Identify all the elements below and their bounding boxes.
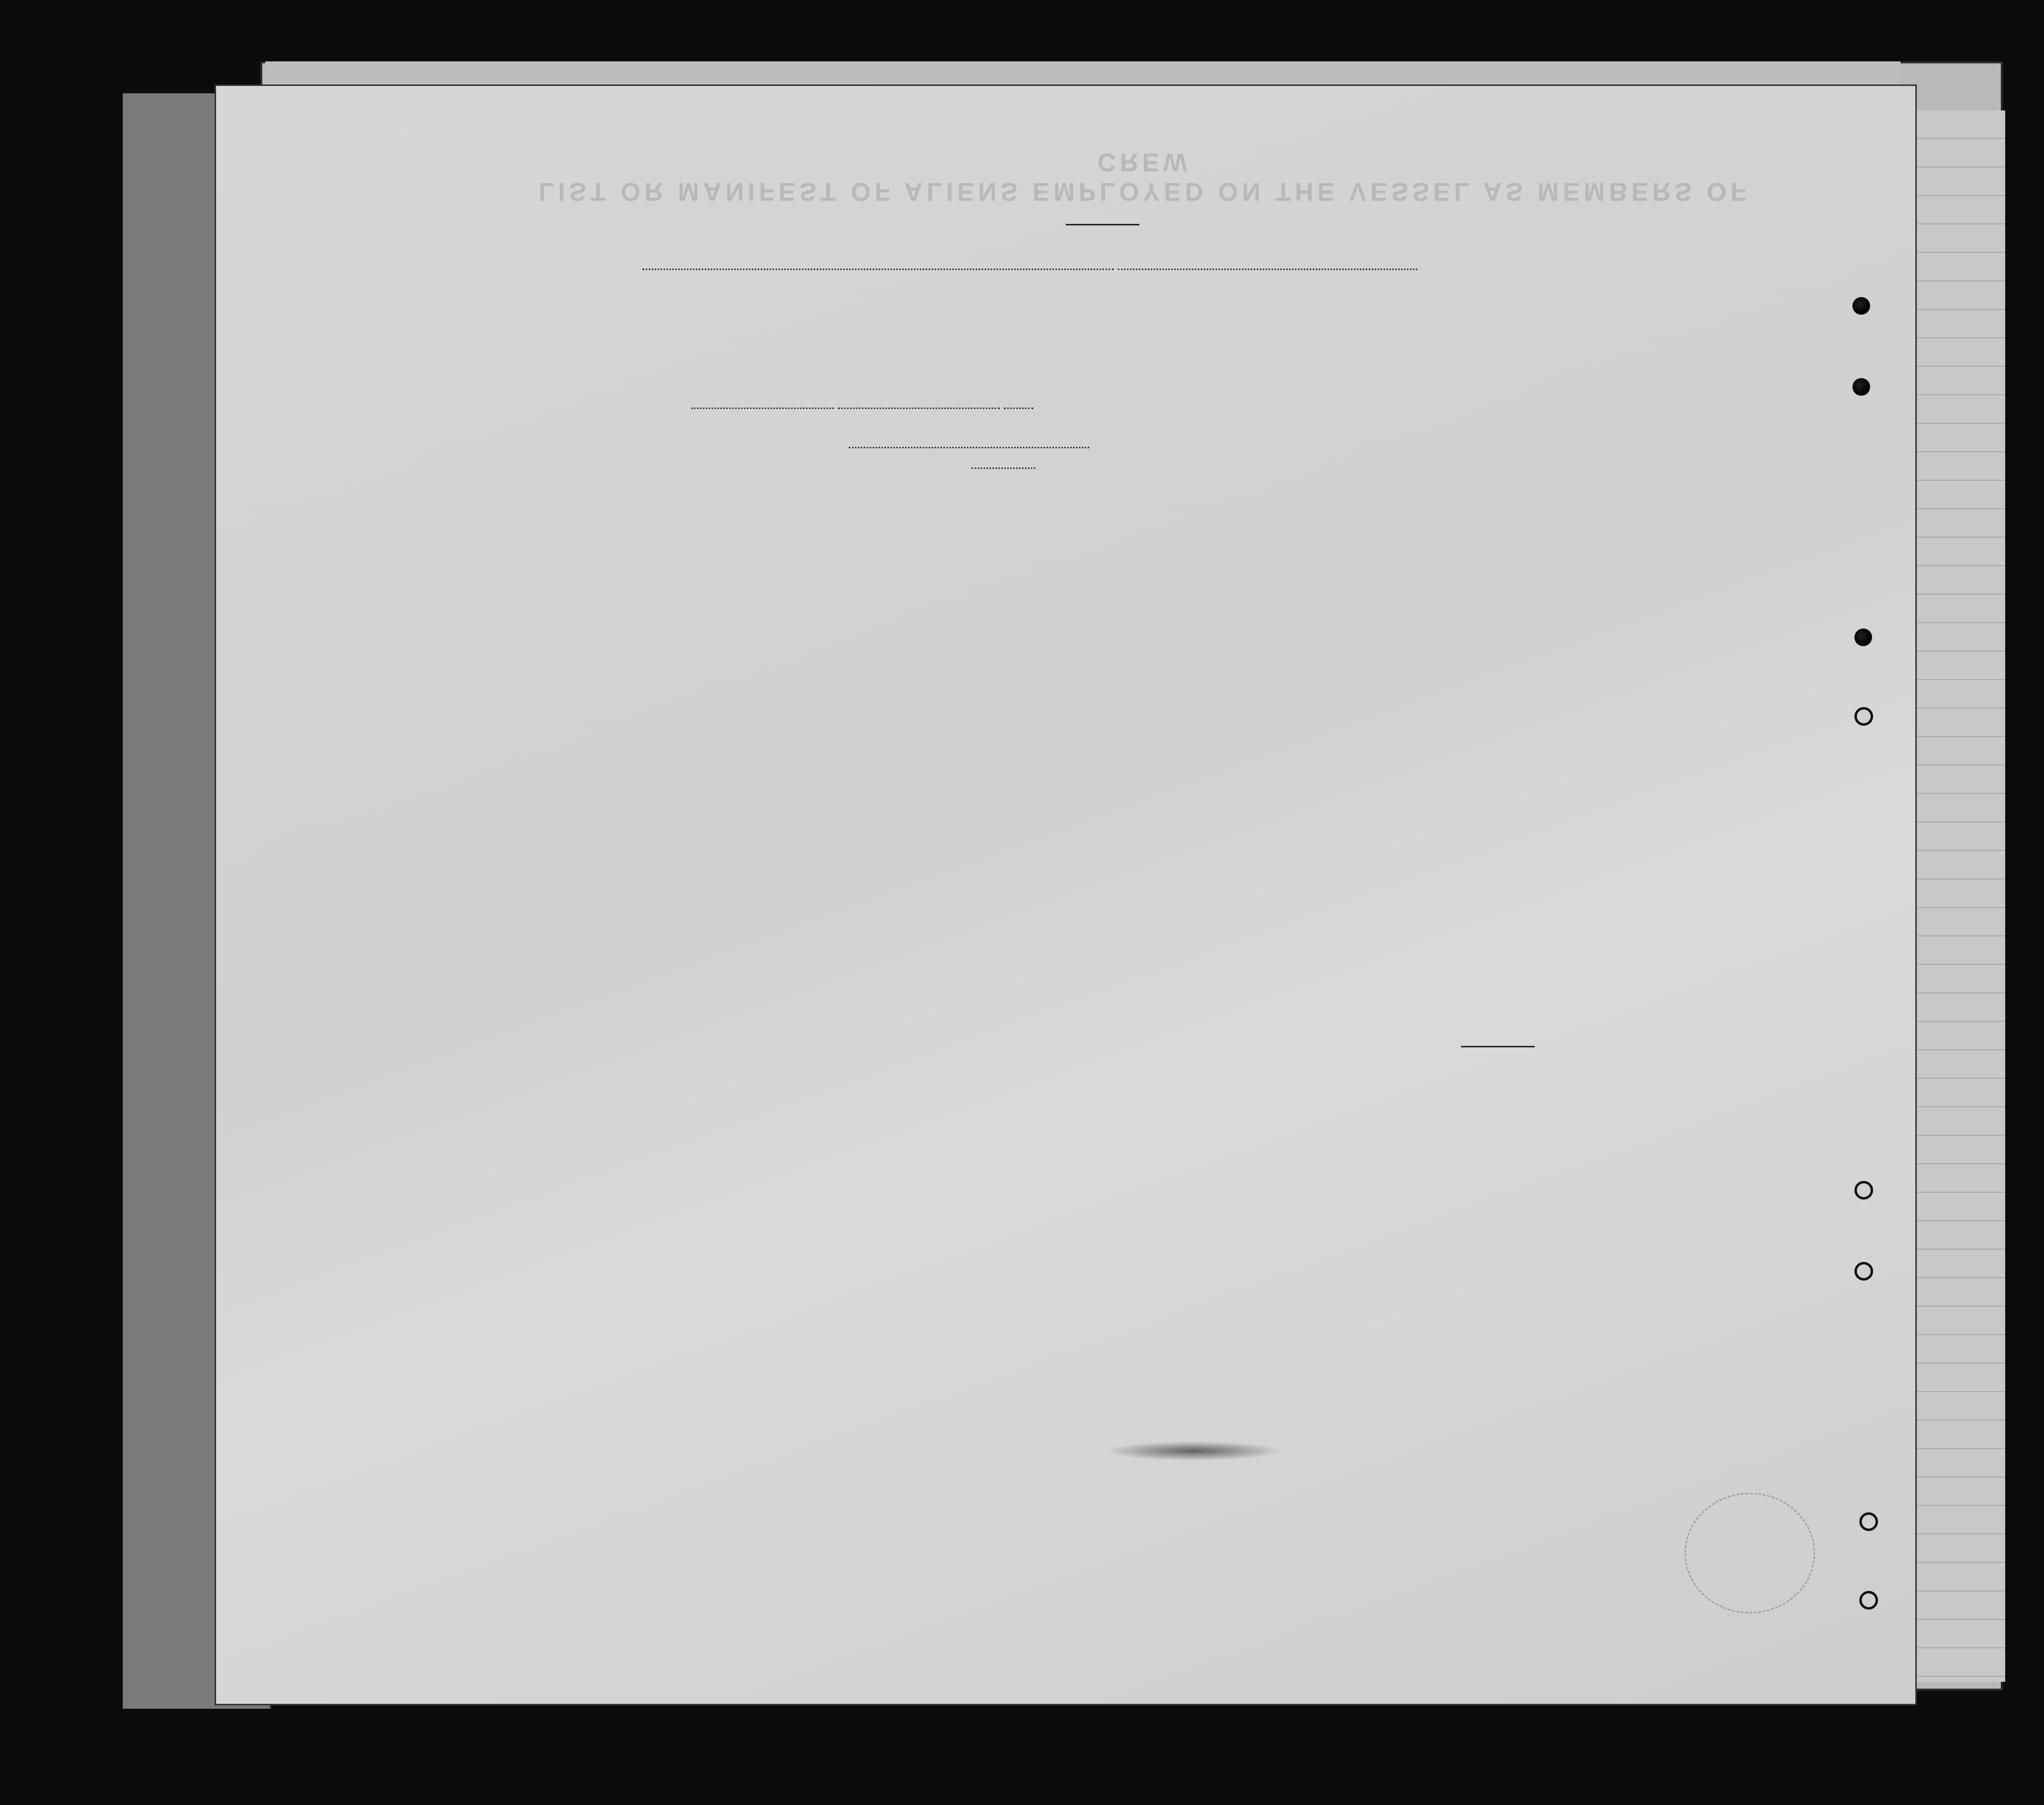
day-blank [691, 408, 834, 409]
punch-hole [1852, 378, 1870, 396]
bleed-through-text: LIST OR MANIFEST OF ALIENS EMPLOYED ON THE VESSEL AS MEMBERS OF CREW [538, 148, 1750, 206]
punch-hole [1859, 1591, 1878, 1610]
sworn-line [691, 395, 1033, 413]
faded-stamp [1685, 1493, 1815, 1614]
punch-hole [1854, 629, 1872, 646]
document-page [216, 86, 1915, 1704]
punch-hole [1854, 707, 1873, 726]
title-rule [1066, 224, 1139, 225]
title-rule [1461, 1046, 1535, 1047]
month-blank [838, 408, 1000, 409]
name-blank [642, 269, 1114, 270]
underlying-sheet-ruled [1906, 110, 2005, 1682]
inspector-signature-line [849, 447, 1089, 448]
ink-smudge [1105, 1441, 1282, 1461]
punch-hole [1852, 297, 1870, 315]
inspector-label [971, 459, 1035, 472]
punch-hole [1854, 1181, 1873, 1200]
inspector-blank [971, 467, 1035, 469]
punch-hole [1854, 1262, 1873, 1281]
affidavit-declaration-line [642, 256, 1417, 274]
punch-hole [1859, 1512, 1878, 1531]
vessel-blank [1118, 269, 1417, 270]
year-blank [1004, 408, 1033, 409]
